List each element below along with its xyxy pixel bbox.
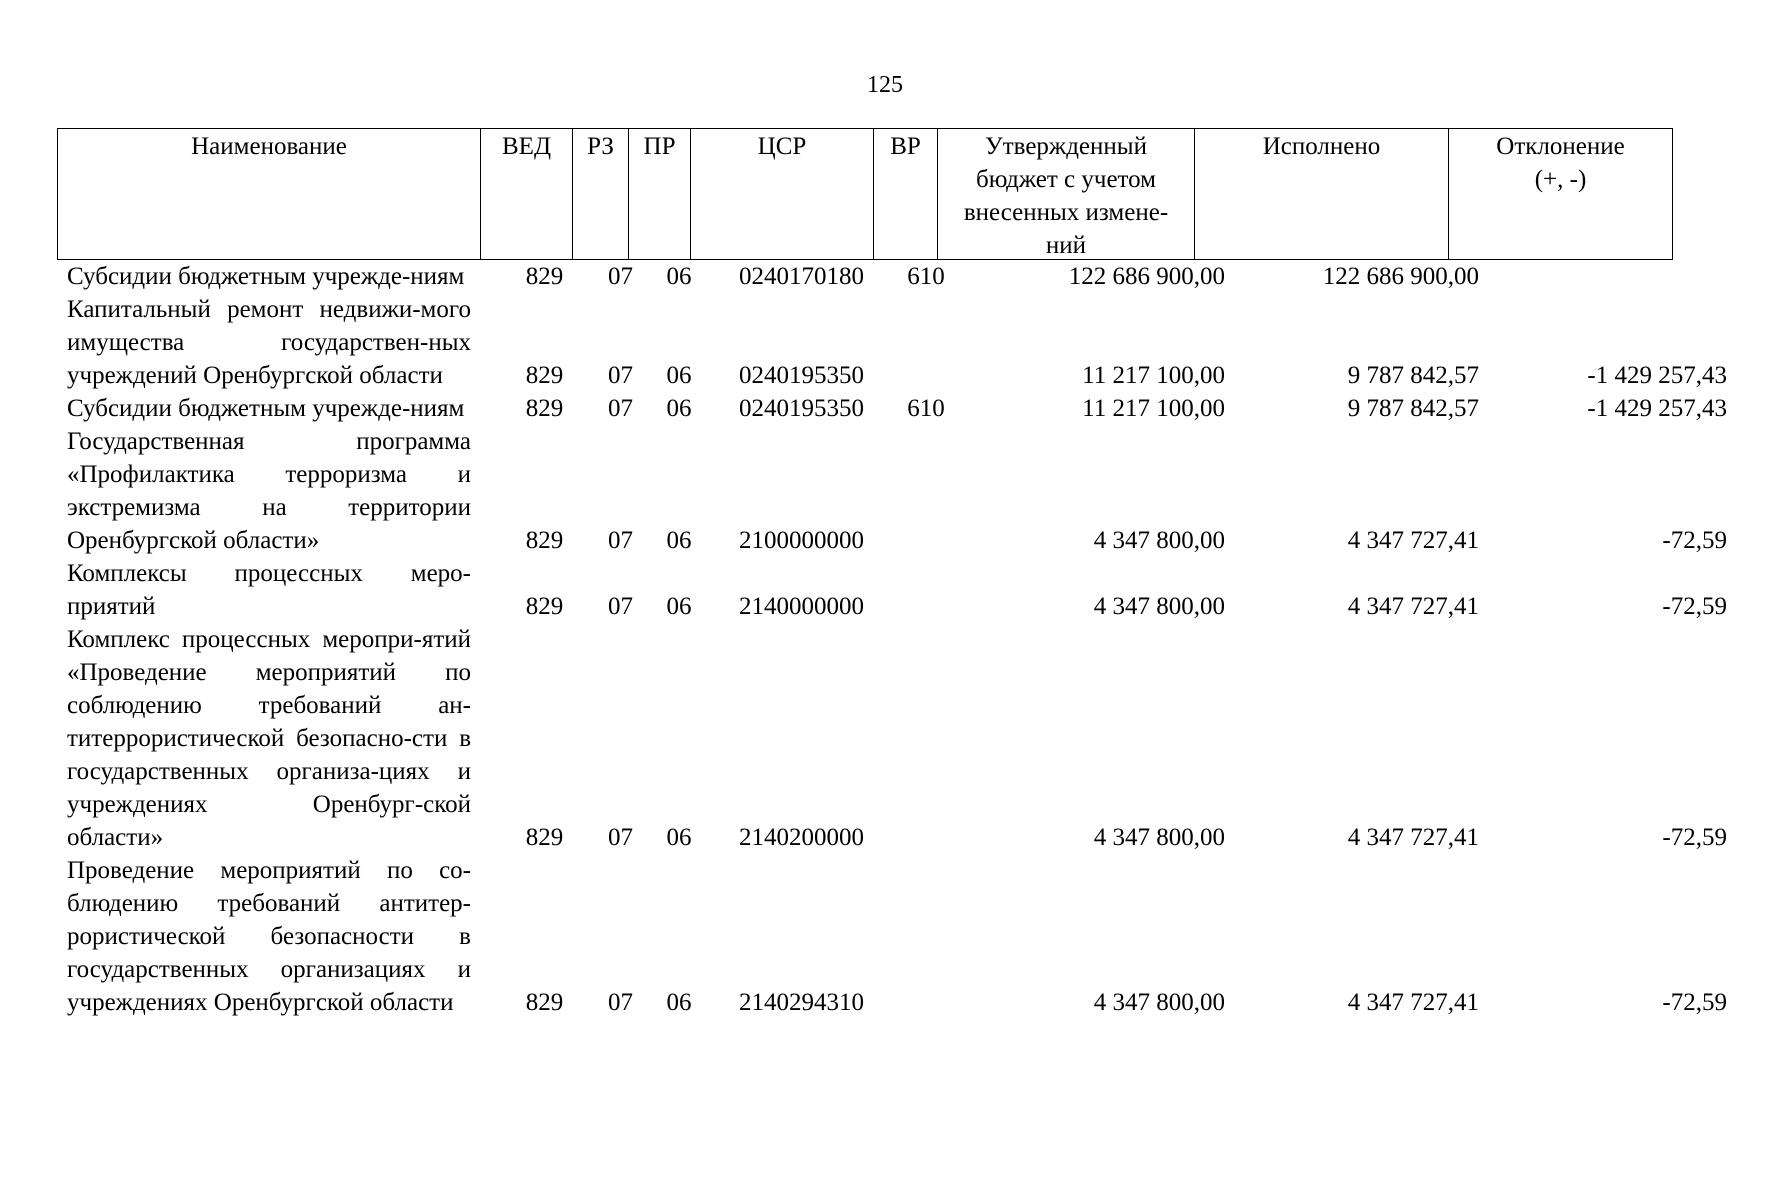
row-name: Субсидии бюджетным учрежде-ниям (67, 395, 465, 422)
row-vr: 610 (907, 263, 945, 290)
row-ved: 829 (525, 263, 564, 290)
row-ved: 829 (525, 395, 564, 422)
table-row (57, 293, 1727, 392)
table-body (57, 260, 1727, 1019)
row-deviation: -1 429 257,43 (1587, 362, 1727, 389)
row-executed: 4 347 727,41 (1347, 593, 1479, 620)
table-row (57, 623, 1727, 854)
row-name: Проведение мероприятий по со-блюдению требований антитер-рористической безопасности в государственных организациях и учреждениях Оренбургской области (67, 857, 471, 1016)
header-ved: ВЕД (481, 129, 573, 259)
row-pr: 06 (666, 395, 692, 422)
row-pr: 06 (666, 593, 692, 620)
row-rz: 07 (608, 263, 633, 290)
budget-table (57, 128, 1727, 1019)
header-csr: ЦСР (691, 129, 874, 259)
header-name: Наименование (58, 129, 481, 259)
row-name: Государственная программа «Профилактика терроризма и экстремизма на территории Оренбургской области» (67, 428, 471, 554)
row-csr: 0240195350 (739, 362, 864, 389)
row-executed: 122 686 900,00 (1322, 263, 1479, 290)
row-name: Комплекс процессных меропри-ятий «Проведение мероприятий по соблюдению требований ан-титеррористической безопасно-сти в государственных организа-циях и учреждениях Оренбург-ской области» (67, 626, 471, 851)
table-row (57, 557, 1727, 623)
row-executed: 9 787 842,57 (1347, 362, 1479, 389)
row-executed: 4 347 727,41 (1347, 989, 1479, 1016)
table-header (57, 128, 1673, 260)
row-deviation: -72,59 (1662, 989, 1727, 1016)
row-csr: 2140294310 (739, 989, 864, 1016)
row-vr: 610 (907, 395, 945, 422)
table-row (57, 854, 1727, 1019)
row-name: Субсидии бюджетным учрежде-ниям (67, 263, 465, 290)
row-pr: 06 (666, 527, 692, 554)
header-vr: ВР (874, 129, 938, 259)
row-rz: 07 (608, 527, 633, 554)
row-budget: 4 347 800,00 (1093, 527, 1225, 554)
header-executed: Исполнено (1195, 129, 1449, 259)
row-rz: 07 (608, 593, 633, 620)
table-row (57, 260, 1673, 293)
row-pr: 06 (666, 362, 692, 389)
header-budget: Утвержденный бюджет с учетом внесенных измене-ний (938, 129, 1195, 259)
row-ved: 829 (525, 593, 564, 620)
row-budget: 11 217 100,00 (1082, 362, 1225, 389)
row-executed: 4 347 727,41 (1347, 527, 1479, 554)
row-budget: 4 347 800,00 (1093, 824, 1225, 851)
row-deviation: -1 429 257,43 (1587, 395, 1727, 422)
row-pr: 06 (666, 824, 692, 851)
row-name: Капитальный ремонт недвижи-мого имущества государствен-ных учреждений Оренбургской области (67, 296, 471, 389)
row-executed: 9 787 842,57 (1347, 395, 1479, 422)
row-rz: 07 (608, 395, 633, 422)
row-csr: 2100000000 (739, 527, 864, 554)
row-rz: 07 (608, 989, 633, 1016)
row-deviation: -72,59 (1662, 593, 1727, 620)
row-pr: 06 (666, 989, 692, 1016)
row-ved: 829 (525, 989, 564, 1016)
table-row (57, 392, 1727, 425)
row-budget: 4 347 800,00 (1093, 989, 1225, 1016)
row-budget: 11 217 100,00 (1082, 395, 1225, 422)
row-csr: 2140200000 (739, 824, 864, 851)
row-deviation: -72,59 (1662, 527, 1727, 554)
row-rz: 07 (608, 362, 633, 389)
header-deviation: Отклонение (+, -) (1496, 133, 1625, 193)
table-row (57, 425, 1727, 557)
row-budget: 4 347 800,00 (1093, 593, 1225, 620)
row-csr: 2140000000 (739, 593, 864, 620)
header-pr: ПР (629, 129, 691, 259)
header-rz: РЗ (573, 129, 629, 259)
page-number: 125 (867, 72, 903, 98)
row-csr: 0240195350 (739, 395, 864, 422)
row-executed: 4 347 727,41 (1347, 824, 1479, 851)
row-name: Комплексы процессных меро-приятий (67, 560, 471, 620)
row-ved: 829 (525, 362, 564, 389)
row-ved: 829 (525, 527, 564, 554)
row-ved: 829 (525, 824, 564, 851)
row-csr: 0240170180 (739, 263, 864, 290)
row-pr: 06 (666, 263, 692, 290)
row-budget: 122 686 900,00 (1068, 263, 1225, 290)
row-deviation: -72,59 (1662, 824, 1727, 851)
row-rz: 07 (608, 824, 633, 851)
